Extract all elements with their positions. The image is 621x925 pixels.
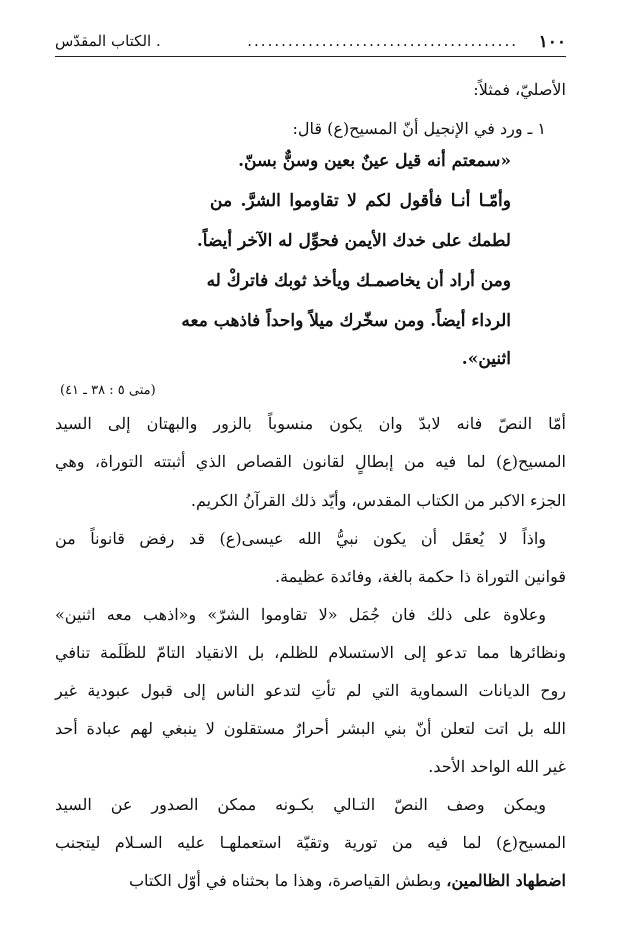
quote-line: وأمّـا أنـا فأقول لكم لا تقاوموا الشرَّ. من (210, 191, 511, 211)
page-number: ١٠٠ (538, 32, 566, 52)
paragraph-line: الجزء الاكبر من الكتاب المقدس، وأيّد ذلك القرآنُ الكريم. (190, 491, 566, 510)
paragraph-line: المسيح(ع) لما فيه من تورية وتقيّة استعملهـا عليه السـلام ليتجنب (55, 833, 566, 852)
quote-line: لطمك على خدك الأيمن فحوِّل له الآخر أيضاً. (196, 231, 511, 251)
paragraph-line (55, 869, 566, 893)
running-title: . الكتاب المقدّس (55, 32, 161, 50)
paragraph-line: غير الله الواحد الأحد. (428, 757, 566, 776)
item-1-intro: ١ ـ ورد في الإنجيل أنّ المسيح(ع) قال: (292, 119, 546, 138)
paragraph-line: قوانين التوراة ذا حكمة بالغة، وفائدة عظيمة. (275, 567, 566, 586)
paragraph-line: أمّا النصّ فانه لابدّ وان يكون منسوباً بالزور والبهتان إلى السيد (55, 414, 567, 433)
paragraph-line: روح الديانات السماوية التي لم تأتِ لتدعو الناس إلى قبول عبودية غير (55, 681, 566, 700)
page-header (55, 30, 566, 57)
intro-line: الأصليّ، فمثلاً: (473, 80, 566, 99)
paragraph-line: ويمكن وصف النصّ التـالي بكـونه ممكن الصدور عن السيد (55, 795, 546, 814)
header-dot-leader: ........................................ (247, 32, 518, 50)
paragraph-line: المسيح(ع) لما فيه من إبطالٍ لقانون القصاص الذي أثبتته التوراة، وهي (55, 452, 566, 471)
paragraph-line: وعلاوة على ذلك فان جُمَل «لا تقاوموا الشرّ» و«اذهب معه اثنين» (55, 605, 546, 624)
scripture-citation: (متى ٥ : ٣٨ ـ ٤١) (60, 383, 156, 398)
quote-line: «سمعتم أنه قيل عينٌ بعين وسنٌّ بسنّ. (238, 151, 511, 171)
bold-phrase: اضطهاد الظالمين، (446, 871, 566, 890)
paragraph-line: ونظائرها مما تدعو إلى الاستسلام للظلم، بل الانقياد التامّ للظَلَمة تنافي (55, 643, 566, 662)
quote-line: ومن أراد أن يخاصمـك ويأخذ ثوبك فاتركْ له (206, 271, 511, 291)
paragraph-line: واذاً لا يُعقَل أن يكون نبيُّ الله عيسى(ع) قد رفض قانوناً من (55, 529, 546, 548)
quote-line: الرداء أيضاً. ومن سخّرك ميلاً واحداً فاذهب معه (181, 311, 511, 331)
paragraph-text: وبطش القياصرة، وهذا ما بحثناه في أوّل الكتاب (128, 871, 447, 890)
quote-line: اثنين». (461, 349, 511, 369)
paragraph-line: الله بل اتت لتعلن أنّ بني البشر أحرارٌ مستقلون لا ينبغي لهم عبادة أحد (55, 719, 567, 738)
